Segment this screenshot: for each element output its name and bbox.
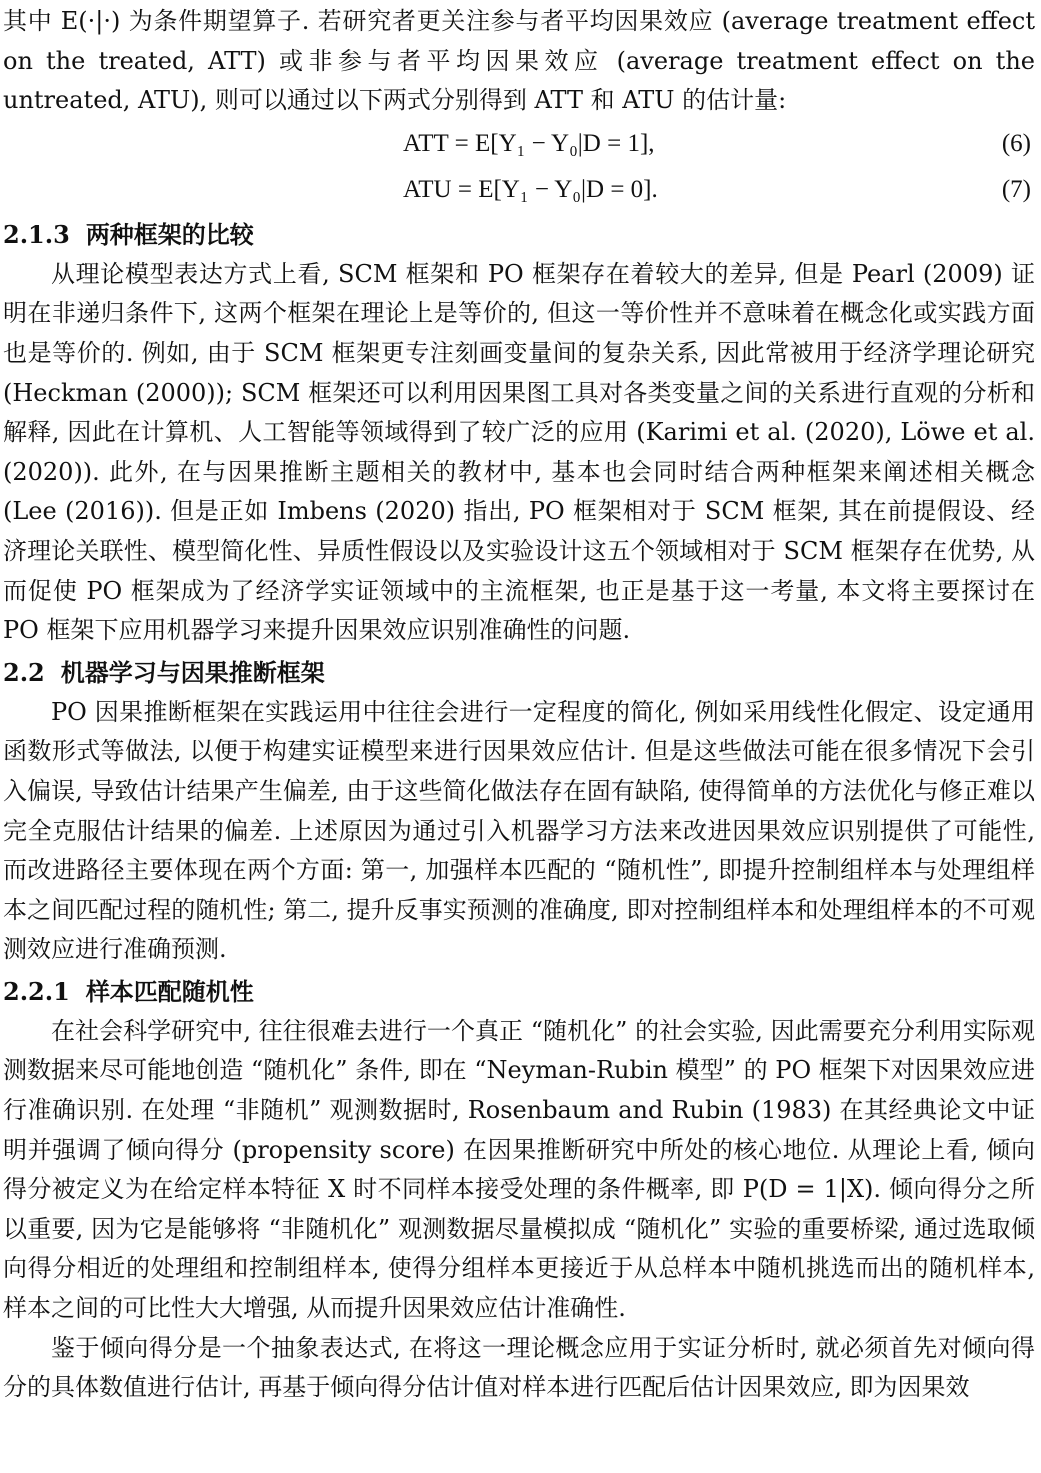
equation-6-number: (6) <box>1001 129 1031 157</box>
section-number: 2.2 <box>3 657 45 687</box>
section-title: 机器学习与因果推断框架 <box>60 657 325 687</box>
body-paragraph: 鉴于倾向得分是一个抽象表达式, 在将这一理论概念应用于实证分析时, 就必须首先对倾向得分的具体数值进行估计, 再基于倾向得分估计值对样本进行匹配后估计因果效应, 即为因果效 <box>3 1333 1035 1402</box>
equation-7-number: (7) <box>1001 175 1031 203</box>
section-title: 两种框架的比较 <box>85 219 254 249</box>
section-heading-2-2 <box>3 651 1035 693</box>
equation-6-body: ATT = E[Y₁ − Y₀|D = 1], <box>403 129 655 157</box>
section-title: 样本匹配随机性 <box>85 976 254 1006</box>
equation-7 <box>3 167 1035 213</box>
body-paragraph: PO 因果推断框架在实践运用中往往会进行一定程度的简化, 例如采用线性化假定、设定通用函数形式等做法, 以便于构建实证模型来进行因果效应估计. 但是这些做法可能在很多情况下会引入偏误, 导致估计结果产生偏差, 由于这些简化做法存在固有缺陷, 使得简单的方法优化与修正难以完全克服估计结果的偏差. 上述原因为通过引入机器学习方法来改进因果效应识别提供了可能性, 而改进路径主要体现在两个方面: 第一, 加强样本匹配的 “随机性”, 即提升控制组样本与处理组样本之间匹配过程的随机性; 第二, 提升反事实预测的准确度, 即对控制组样本和处理组样本的不可观测效应进行准确预测. <box>3 697 1035 964</box>
equation-6 <box>3 121 1035 167</box>
body-paragraph: 在社会科学研究中, 往往很难去进行一个真正 “随机化” 的社会实验, 因此需要充分利用实际观测数据来尽可能地创造 “随机化” 条件, 即在 “Neyman-Rubin 模型” 的 PO 框架下对因果效应进行准确识别. 在处理 “非随机” 观测数据时, Rosenbaum and Rubin (1983) 在其经典论文中证明并强调了倾向得分 (propensity score) 在因果推断研究中所处的核心地位. 从理论上看, 倾向得分被定义为在给定样本特征 X 时不同样本接受处理的条件概率, 即 P(D = 1|X). 倾向得分之所以重要, 因为它是能够将 “非随机化” 观测数据尽量模拟成 “随机化” 实验的重要桥梁, 通过选取倾向得分相近的处理组和控制组样本, 使得分组样本更接近于从总样本中随机挑选而出的随机样本, 样本之间的可比性大大增强, 从而提升因果效应估计准确性. <box>3 1016 1035 1323</box>
section-number: 2.1.3 <box>3 219 70 249</box>
section-heading-2-1-3 <box>3 213 1035 255</box>
intro-paragraph: 其中 E(·|·) 为条件期望算子. 若研究者更关注参与者平均因果效应 (average treatment effect on the treated, ATT) 或非参与者平均因果效应 (average treatment effect on the untreated, ATU), 则可以通过以下两式分别得到 ATT 和 ATU 的估计量: <box>3 7 1035 115</box>
section-heading-2-2-1 <box>3 970 1035 1012</box>
equation-7-body: ATU = E[Y₁ − Y₀|D = 0]. <box>403 175 658 203</box>
section-number: 2.2.1 <box>3 976 70 1006</box>
body-paragraph: 从理论模型表达方式上看, SCM 框架和 PO 框架存在着较大的差异, 但是 Pearl (2009) 证明在非递归条件下, 这两个框架在理论上是等价的, 但这一等价性并不意味着在概念化或实践方面也是等价的. 例如, 由于 SCM 框架更专注刻画变量间的复杂关系, 因此常被用于经济学理论研究 (Heckman (2000)); SCM 框架还可以利用因果图工具对各类变量之间的关系进行直观的分析和解释, 因此在计算机、人工智能等领域得到了较广泛的应用 (Karimi et al. (2020), Löwe et al. (2020)). 此外, 在与因果推断主题相关的教材中, 基本也会同时结合两种框架来阐述相关概念 (Lee (2016)). 但是正如 Imbens (2020) 指出, PO 框架相对于 SCM 框架, 其在前提假设、经济理论关联性、模型简化性、异质性假设以及实验设计这五个领域相对于 SCM 框架存在优势, 从而促使 PO 框架成为了经济学实证领域中的主流框架, 也正是基于这一考量, 本文将主要探讨在 PO 框架下应用机器学习来提升因果效应识别准确性的问题. <box>3 259 1035 645</box>
